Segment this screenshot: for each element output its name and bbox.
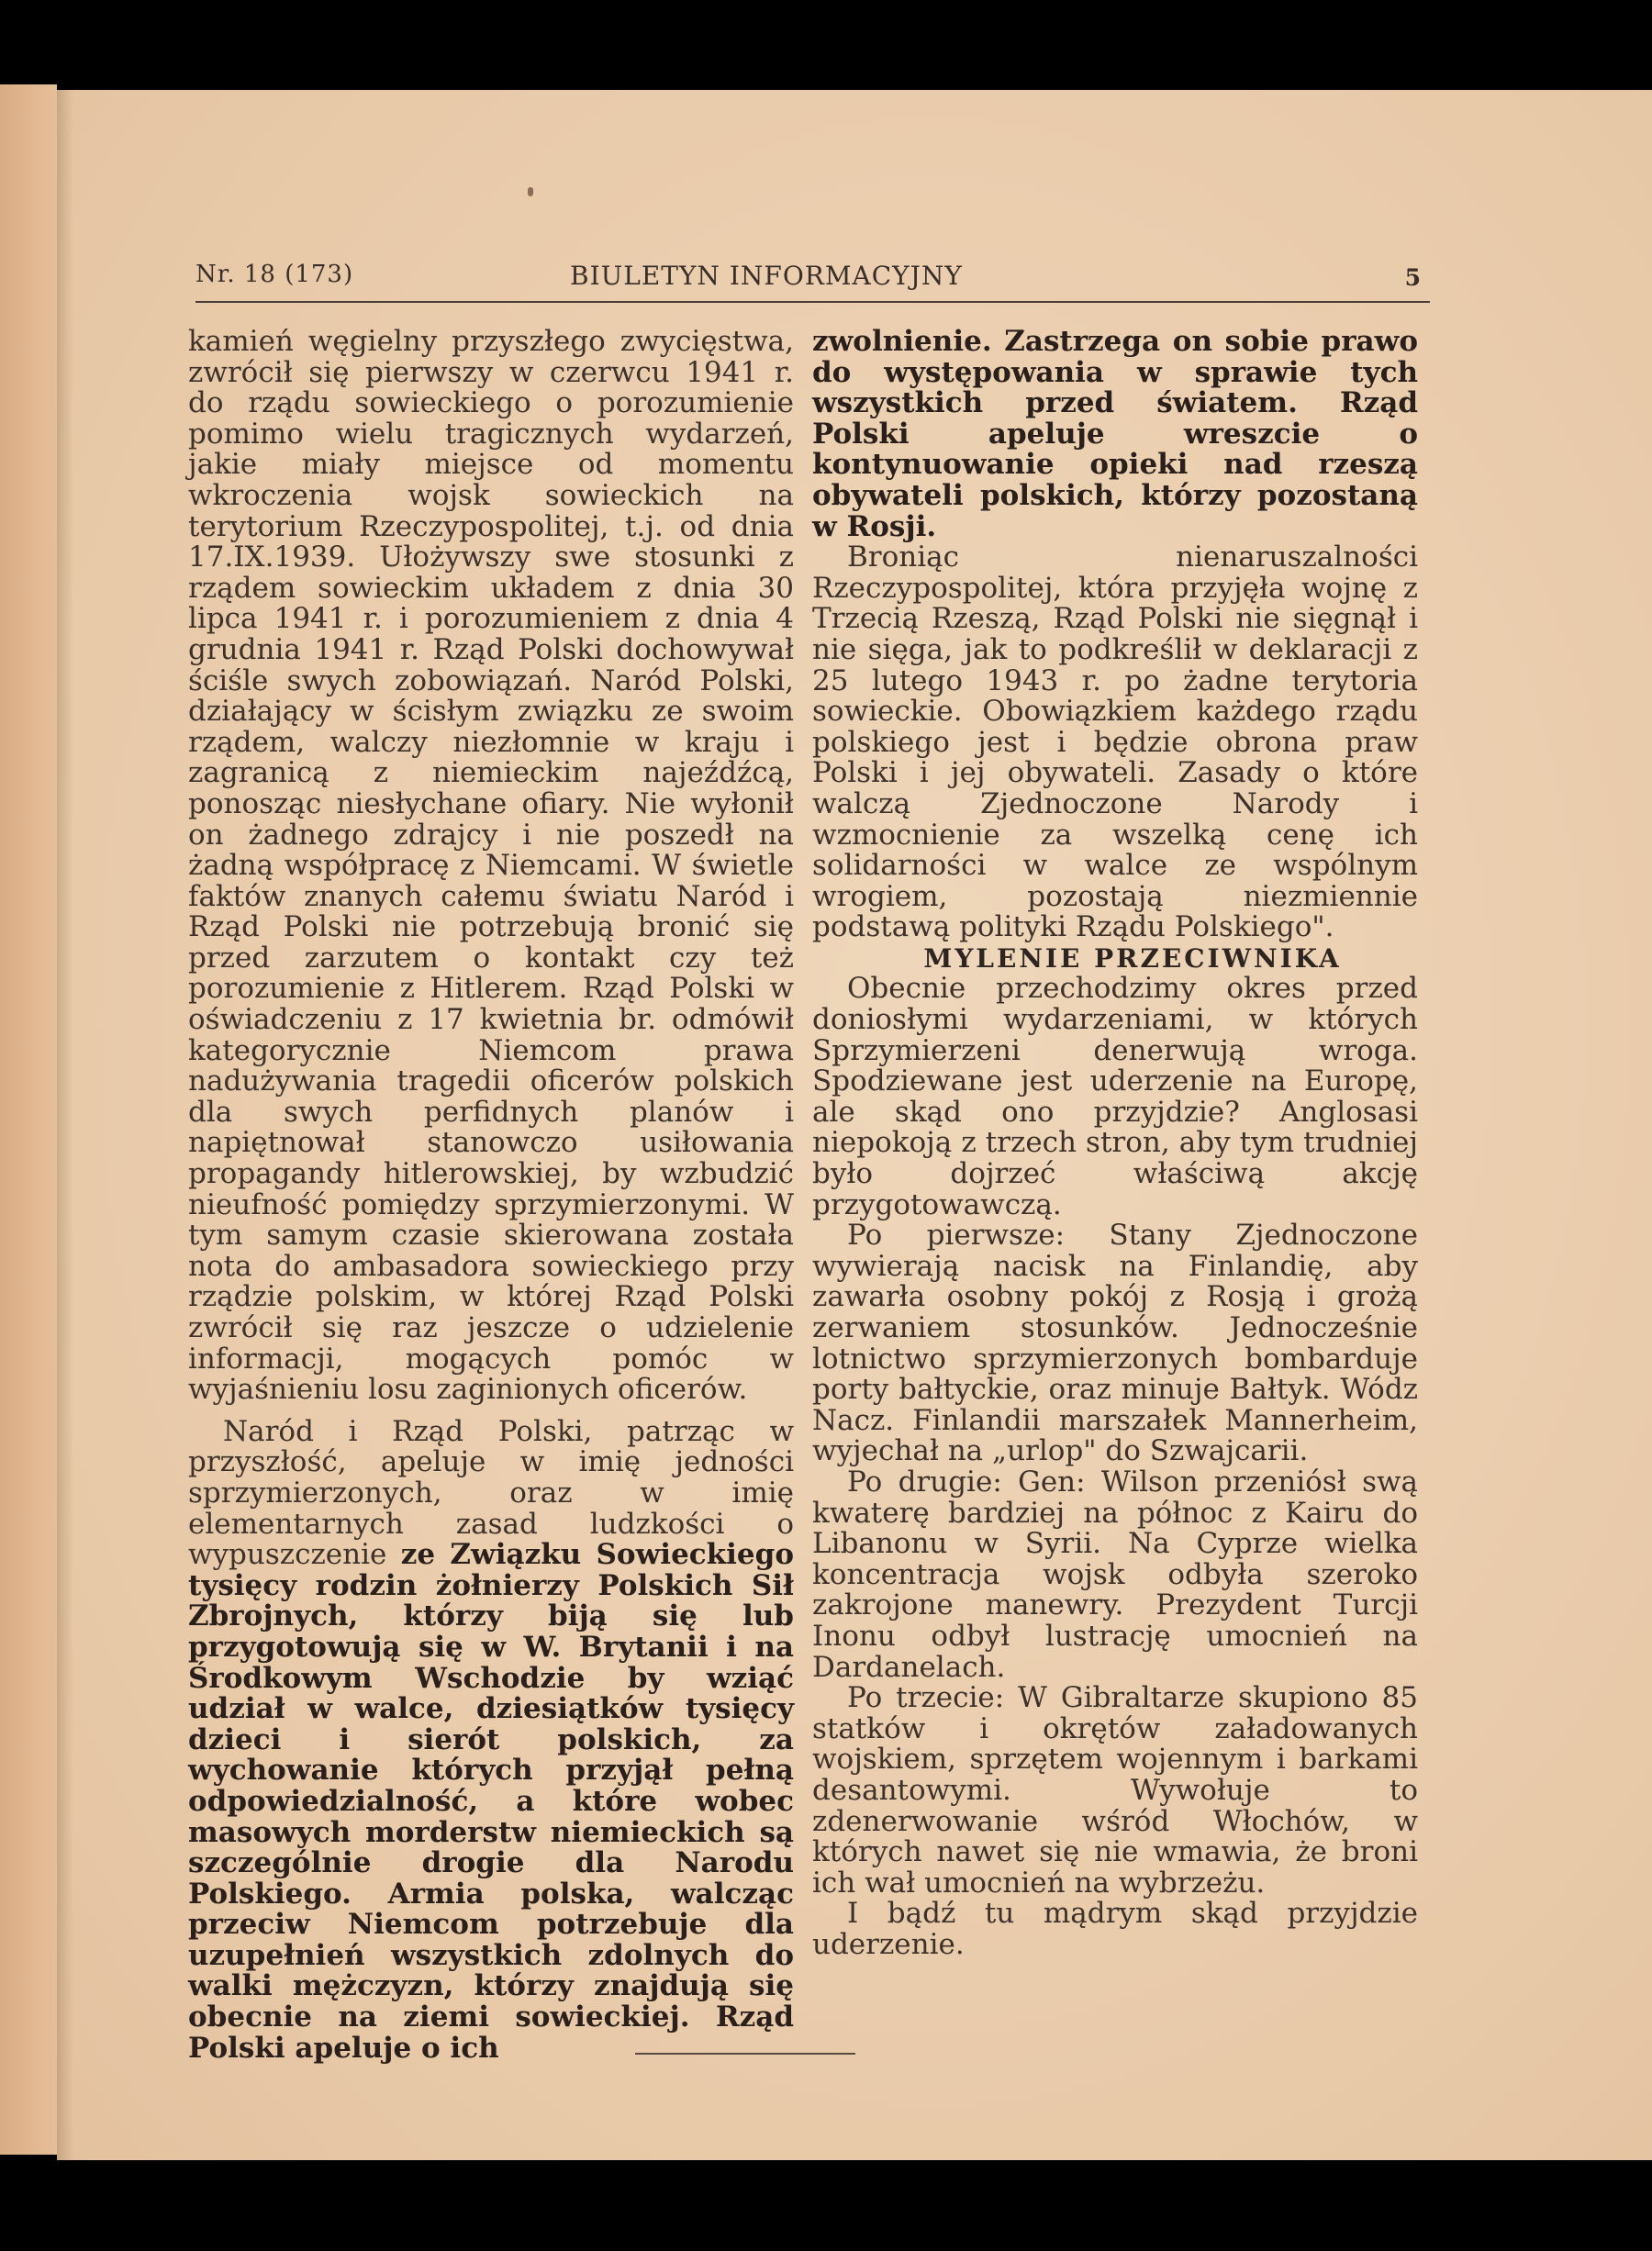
left-paragraph-2 bbox=[188, 1414, 794, 2065]
right-paragraph-4: Po pierwsze: Stany Zjednoczone wywierają nacisk na Finlandię, aby zawarła osobny pokój z Rosją i grożą zerwaniem stosunków. Jednocześnie lotnictwo sprzymierzonych bombarduje porty bałtyckie, oraz minuje Bałtyk. Wódz Nacz. Finlandii marszałek Mannerheim, wyjechał na „urlop" do Szwajcarii. bbox=[812, 1219, 1418, 1468]
right-column bbox=[812, 327, 1418, 1960]
right-paragraph-7: I bądź tu mądrym skąd przyjdzie uderzenie. bbox=[812, 1897, 1418, 1961]
right-paragraph-2: Broniąc nienaruszalności Rzeczypospolitej, która przyjęła wojnę z Trzecią Rzeszą, Rząd Polski nie sięgnął i nie sięga, jak to podkreślił w deklaracji z 25 lutego 1943 r. po żadne terytoria sowieckie. Obowiązkiem każdego rządu polskiego jest i będzie obrona praw Polski i jej obywateli. Zasady o które walczą Zjednoczone Narody i wzmocnienie za wszelką cenę ich solidarności w walce ze wspólnym wrogiem, pozostają niezmiennie podstawą polityki Rządu Polskiego". bbox=[812, 540, 1418, 944]
page-fold-shadow bbox=[57, 90, 73, 2160]
right-paragraph-3: Obecnie przechodzimy okres przed doniosłymi wydarzeniami, w których Sprzymierzeni denerwują wroga. Spodziewane jest uderzenie na Europę, ale skąd ono przyjdzie? Anglosasi niepokoją z trzech stron, aby tym trudniej było dojrzeć właściwą akcję przygotowawczą. bbox=[812, 972, 1418, 1221]
right-paragraph-1: zwolnienie. Zastrzega on sobie prawo do występowania w sprawie tych wszystkich przed światem. Rząd Polski apeluje wreszcie o kontynuowanie opieki nad rzeszą obywateli polskich, którzy pozostaną w Rosji. bbox=[812, 325, 1418, 543]
facing-page-edge bbox=[0, 84, 57, 2155]
publication-title: BIULETYN INFORMACYJNY bbox=[570, 261, 963, 291]
ink-mark bbox=[528, 187, 533, 196]
page-header bbox=[195, 261, 1430, 297]
right-paragraph-5: Po drugie: Gen: Wilson przeniósł swą kwaterę bardziej na północ z Kairu do Libanonu w Syrii. Na Cyprze wielka koncentracja wojsk odbyła szeroko zakrojone manewry. Prezydent Turcji Inonu odbył lustrację umocnień na Dardanelach. bbox=[812, 1465, 1418, 1684]
section-heading: MYLENIE PRZECIWNIKA bbox=[923, 942, 1342, 974]
bottom-rule bbox=[635, 2053, 855, 2055]
right-paragraph-6: Po trzecie: W Gibraltarze skupiono 85 statków i okrętów załadowanych wojskiem, sprzętem wojennym i barkami desantowymi. Wywołuje to zdenerwowanie wśród Włochów, w których nawet się nie wmawia, że broni ich wał umocnień na wybrzeżu. bbox=[812, 1681, 1418, 1900]
left-paragraph-2-bold: ze Związku Sowieckiego tysięcy rodzin żołnierzy Polskich Sił Zbrojnych, którzy biją się lub przygotowują się w W. Brytanii i na Środkowym Wschodzie by wziąć udział w walce, dziesiątków tysięcy dzieci i sierót polskich, za wychowanie których przyjął pełną odpowiedzialność, a które wobec masowych morderstw niemieckich są szczególnie drogie dla Narodu Polskiego. Armia polska, walcząc przeciw Niemcom potrzebuje dla uzupełnień wszystkich zdolnych do walki mężczyzn, którzy znajdują się obecnie na ziemi sowieckiej. Rząd Polski apeluje o ich bbox=[188, 1538, 794, 2065]
issue-number: Nr. 18 (173) bbox=[195, 261, 354, 288]
left-column bbox=[188, 327, 794, 2064]
page-number: 5 bbox=[1404, 264, 1421, 291]
header-rule bbox=[195, 301, 1430, 303]
left-paragraph-1: kamień węgielny przyszłego zwycięstwa, zwrócił się pierwszy w czerwcu 1941 r. do rządu sowieckiego o porozumienie pomimo wielu tragicznych wydarzeń, jakie miały miejsce od momentu wkroczenia wojsk sowieckich na terytorium Rzeczypospolitej, t.j. od dnia 17.IX.1939. Ułożywszy swe stosunki z rządem sowieckim układem z dnia 30 lipca 1941 r. i porozumieniem z dnia 4 grudnia 1941 r. Rząd Polski dochowywał ściśle swych zobowiązań. Naród Polski, działający w ścisłym związku ze swoim rządem, walczy niezłomnie w kraju i zagranicą z niemieckim najeźdźcą, ponosząc niesłychane ofiary. Nie wyłonił on żadnego zdrajcy i nie poszedł na żadną współpracę z Niemcami. W świetle faktów znanych całemu światu Naród i Rząd Polski nie potrzebują bronić się przed zarzutem o kontakt czy też porozumienie z Hitlerem. Rząd Polski w oświadczeniu z 17 kwietnia br. odmówił kategorycznie Niemcom prawa nadużywania tragedii oficerów polskich dla swych perfidnych planów i napiętnował stanowczo usiłowania propagandy hitlerowskiej, by wzbudzić nieufność pomiędzy sprzymierzonymi. W tym samym czasie skierowana została nota do ambasadora sowieckiego przy rządzie polskim, w której Rząd Polski zwrócił się raz jeszcze o udzielenie informacji, mogących pomóc w wyjaśnieniu losu zaginionych oficerów. bbox=[188, 325, 794, 1407]
left-paragraph-2-text: Naród i Rząd Polski, patrząc w przyszłość, apeluje w imię jedności sprzymierzonych, oraz w imię elementarnych zasad ludzkości o wypuszczenie bbox=[188, 1414, 794, 1572]
